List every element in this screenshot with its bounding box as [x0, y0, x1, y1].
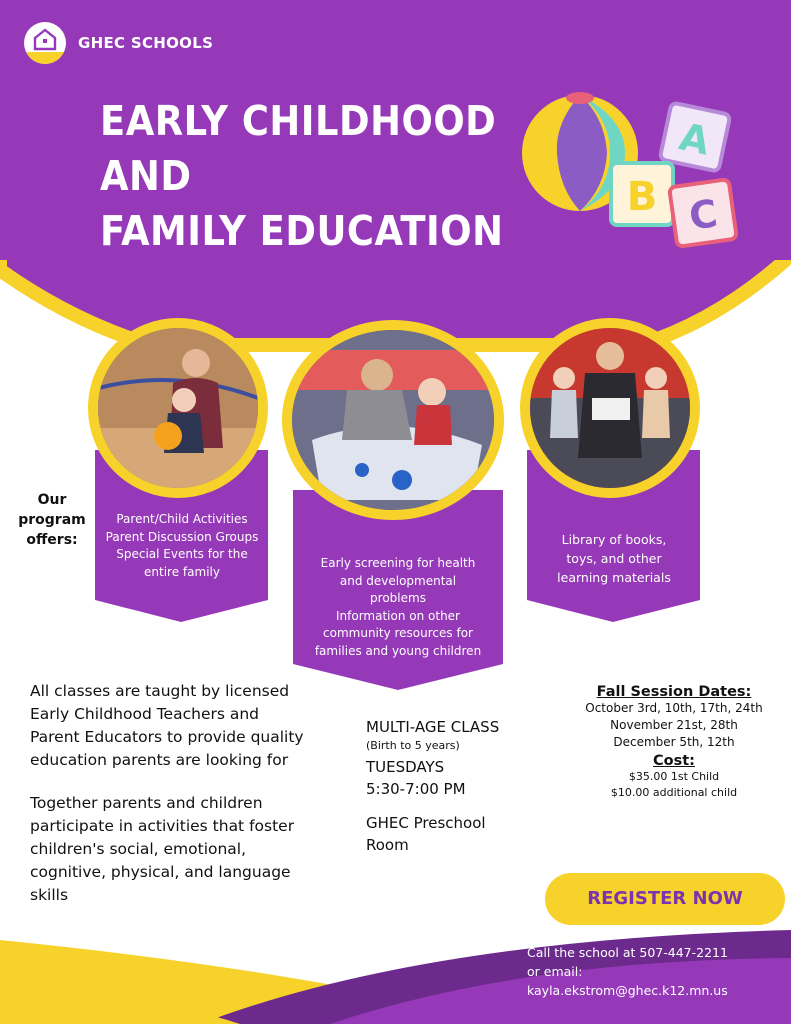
photo-early-screening — [282, 320, 504, 520]
page-title — [100, 94, 520, 259]
photo-library-reading — [520, 318, 700, 498]
title-line-3: FAMILY EDUCATION — [100, 207, 504, 255]
session-dates: Fall Session Dates: October 3rd, 10th, 17th, 24th November 21st, 28th December 5th, 12th Cost: $35.00 1st Child $10.00 additional child — [570, 684, 778, 801]
svg-text:B: B — [626, 174, 658, 220]
class-day: TUESDAYS — [366, 758, 445, 776]
logo — [24, 22, 66, 64]
panel-library: Library of books, toys, and other learning materials — [557, 532, 671, 585]
title-line-2: AND — [100, 152, 192, 200]
block-c-icon — [669, 179, 737, 247]
class-name: MULTI-AGE CLASS — [366, 718, 500, 736]
class-time: 5:30-7:00 PM — [366, 780, 466, 798]
toys-illustration — [515, 88, 745, 253]
title-line-1: EARLY CHILDHOOD — [100, 97, 497, 145]
register-now-button[interactable]: REGISTER NOW — [545, 873, 785, 925]
brand-name: GHEC SCHOOLS — [78, 34, 214, 52]
svg-text:A: A — [675, 114, 714, 164]
class-ages: (Birth to 5 years) — [366, 739, 460, 752]
cost-heading: Cost: — [653, 753, 695, 769]
body-paragraph-teachers: All classes are taught by licensed Early Childhood Teachers and Parent Educators to provide quality education parents are looking for — [30, 682, 304, 769]
body-paragraph-activities: Together parents and children participate in activities that foster children's social, emotional, cognitive, physical, and language skills — [30, 794, 295, 904]
contact-info: Call the school at 507-447-2211 or email: kayla.ekstrom@ghec.k12.mn.us — [527, 943, 787, 1000]
session-heading: Fall Session Dates: — [596, 684, 752, 700]
class-location: GHEC Preschool Room — [366, 814, 486, 854]
svg-text:C: C — [686, 191, 721, 239]
contact-email[interactable]: kayla.ekstrom@ghec.k12.mn.us — [527, 983, 728, 998]
program-offers-label: Our program offers: — [18, 492, 86, 548]
panel-screening: Early screening for health and developmental problems Information on other community resources for families and young children — [314, 556, 482, 658]
house-icon — [32, 27, 58, 51]
panel-activities: Parent/Child Activities Parent Discussion Groups Special Events for the entire family — [105, 512, 259, 579]
photo-parent-child-activity — [88, 318, 268, 498]
contact-phone: Call the school at 507-447-2211 — [527, 945, 728, 960]
block-a-icon — [660, 102, 731, 171]
block-b-icon — [611, 163, 673, 225]
